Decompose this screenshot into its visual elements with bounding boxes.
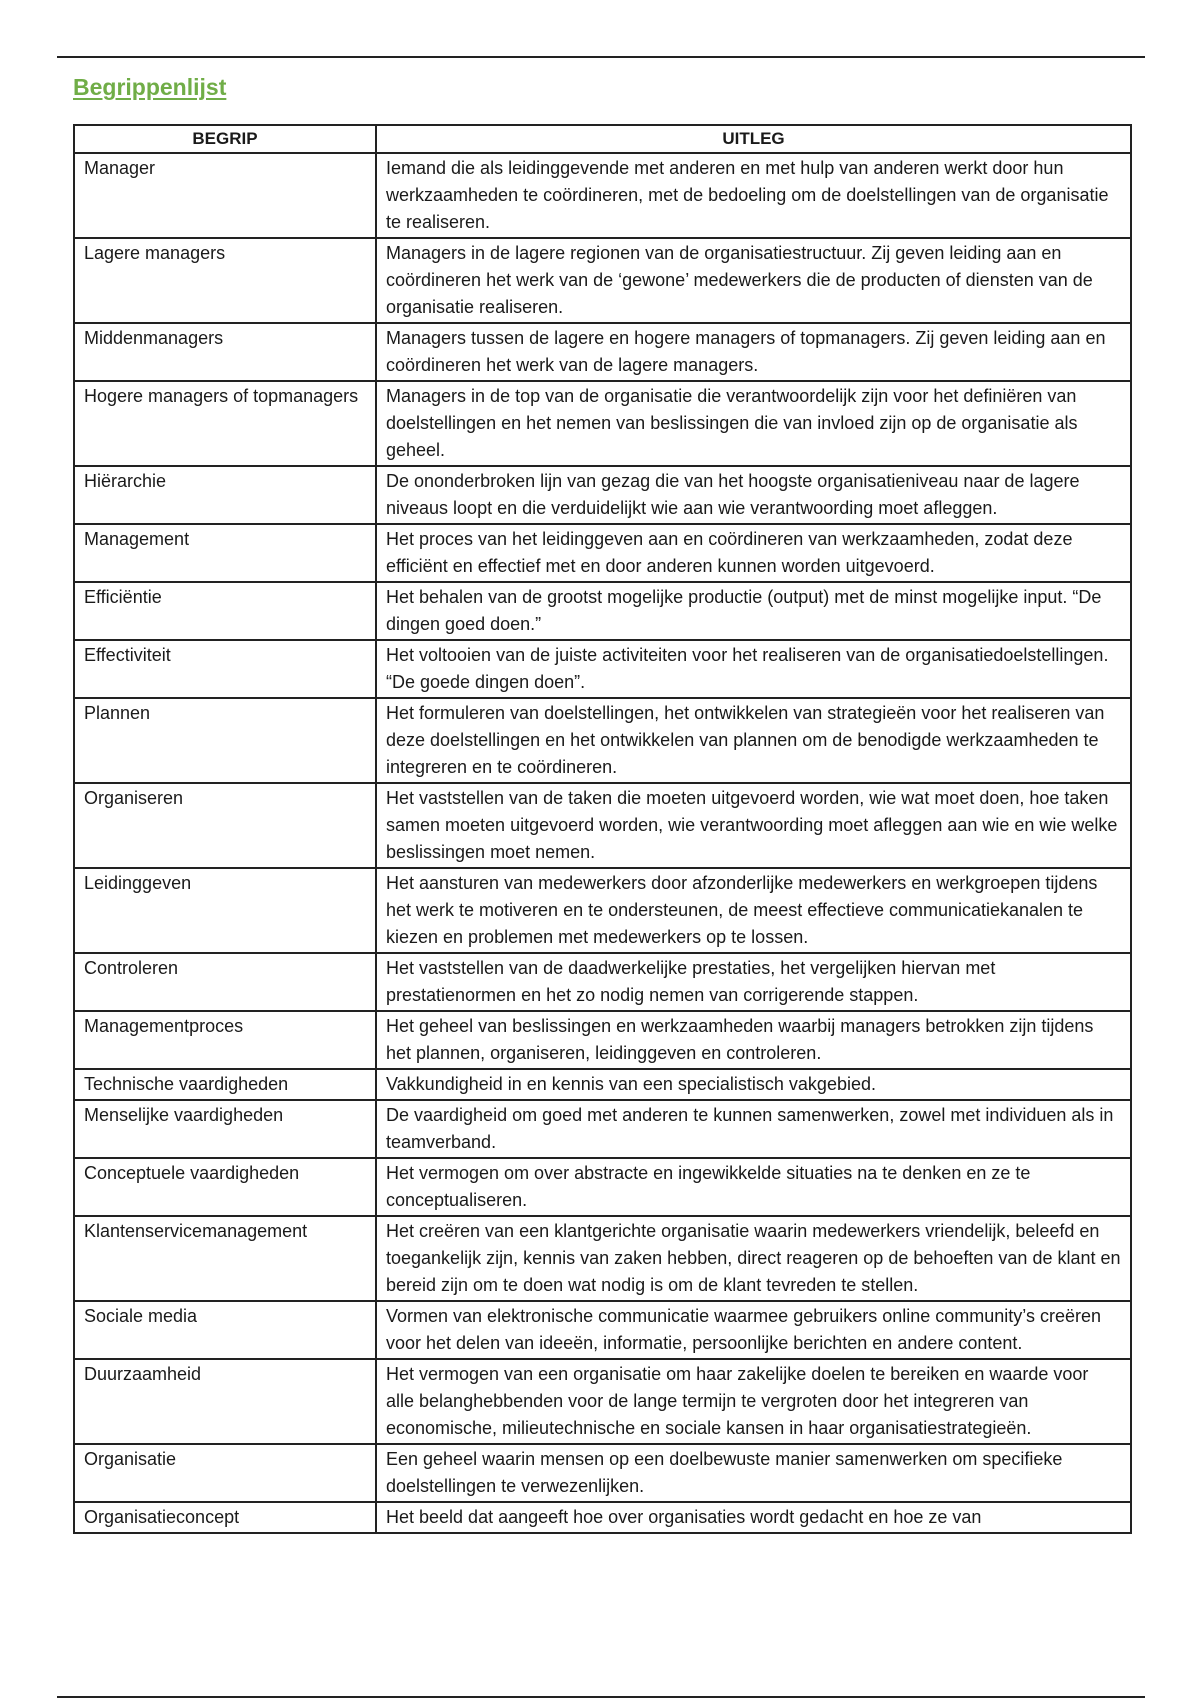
table-row — [74, 323, 1131, 381]
table-row — [74, 1502, 1131, 1533]
header-rule — [57, 56, 1145, 58]
definition-cell: Het vaststellen van de taken die moeten uitgevoerd worden, wie wat moet doen, hoe taken samen moeten uitgevoerd worden, wie verantwoording moet afleggen aan wie en wie welke beslissingen moet nemen. — [376, 783, 1131, 868]
definition-cell: Vakkundigheid in en kennis van een specialistisch vakgebied. — [376, 1069, 1131, 1100]
term-cell: Effectiviteit — [74, 640, 376, 698]
definition-cell: Het behalen van de grootst mogelijke productie (output) met de minst mogelijke input. “De dingen goed doen.” — [376, 582, 1131, 640]
definition-cell: Managers in de top van de organisatie die verantwoordelijk zijn voor het definiëren van doelstellingen en het nemen van beslissingen die van invloed zijn op de organisatie als geheel. — [376, 381, 1131, 466]
definition-cell: Het geheel van beslissingen en werkzaamheden waarbij managers betrokken zijn tijdens het plannen, organiseren, leidinggeven en controleren. — [376, 1011, 1131, 1069]
term-cell: Manager — [74, 153, 376, 238]
term-cell: Conceptuele vaardigheden — [74, 1158, 376, 1216]
definition-cell: Een geheel waarin mensen op een doelbewuste manier samenwerken om specifieke doelstellingen te verwezenlijken. — [376, 1444, 1131, 1502]
term-cell: Hogere managers of topmanagers — [74, 381, 376, 466]
definition-cell: Managers in de lagere regionen van de organisatiestructuur. Zij geven leiding aan en coördineren het werk van de ‘gewone’ medewerkers die de producten of diensten van de organisatie realiseren. — [376, 238, 1131, 323]
table-row — [74, 1359, 1131, 1444]
column-header-definition: UITLEG — [376, 125, 1131, 153]
term-cell: Organisatie — [74, 1444, 376, 1502]
definition-cell: Het vermogen om over abstracte en ingewikkelde situaties na te denken en ze te conceptualiseren. — [376, 1158, 1131, 1216]
header-row — [74, 125, 1131, 153]
table-row — [74, 1216, 1131, 1301]
column-header-term: BEGRIP — [74, 125, 376, 153]
term-cell: Managementproces — [74, 1011, 376, 1069]
term-cell: Duurzaamheid — [74, 1359, 376, 1444]
definition-cell: Vormen van elektronische communicatie waarmee gebruikers online community’s creëren voor het delen van ideeën, informatie, persoonlijke berichten en andere content. — [376, 1301, 1131, 1359]
term-cell: Controleren — [74, 953, 376, 1011]
term-cell: Sociale media — [74, 1301, 376, 1359]
term-cell: Middenmanagers — [74, 323, 376, 381]
definition-cell: Het voltooien van de juiste activiteiten voor het realiseren van de organisatiedoelstellingen. “De goede dingen doen”. — [376, 640, 1131, 698]
definition-cell: Het vermogen van een organisatie om haar zakelijke doelen te bereiken en waarde voor alle belanghebbenden voor de lange termijn te vergroten door het integreren van economische, milieutechnische en sociale kansen in haar organisatiestrategieën. — [376, 1359, 1131, 1444]
term-cell: Menselijke vaardigheden — [74, 1100, 376, 1158]
term-cell: Organiseren — [74, 783, 376, 868]
term-cell: Efficiëntie — [74, 582, 376, 640]
glossary-table — [73, 124, 1132, 1534]
table-row — [74, 582, 1131, 640]
table-row — [74, 640, 1131, 698]
term-cell: Leidinggeven — [74, 868, 376, 953]
table-row — [74, 238, 1131, 323]
term-cell: Klantenservicemanagement — [74, 1216, 376, 1301]
table-row — [74, 381, 1131, 466]
table-row — [74, 953, 1131, 1011]
table-row — [74, 698, 1131, 783]
definition-cell: De ononderbroken lijn van gezag die van het hoogste organisatieniveau naar de lagere niveaus loopt en die verduidelijkt wie aan wie verantwoording moet afleggen. — [376, 466, 1131, 524]
term-cell: Management — [74, 524, 376, 582]
definition-cell: Het proces van het leidinggeven aan en coördineren van werkzaamheden, zodat deze efficiënt en effectief met en door anderen kunnen worden uitgevoerd. — [376, 524, 1131, 582]
definition-cell: Het vaststellen van de daadwerkelijke prestaties, het vergelijken hiervan met prestatienormen en het zo nodig nemen van corrigerende stappen. — [376, 953, 1131, 1011]
term-cell: Organisatieconcept — [74, 1502, 376, 1533]
glossary-table-header — [74, 125, 1131, 153]
table-row — [74, 1444, 1131, 1502]
definition-cell: Het beeld dat aangeeft hoe over organisaties wordt gedacht en hoe ze van — [376, 1502, 1131, 1533]
glossary-table-body — [74, 153, 1131, 1533]
table-row — [74, 1158, 1131, 1216]
definition-cell: Het formuleren van doelstellingen, het ontwikkelen van strategieën voor het realiseren van deze doelstellingen en het ontwikkelen van plannen om de benodigde werkzaamheden te integreren en te coördineren. — [376, 698, 1131, 783]
table-row — [74, 524, 1131, 582]
footer-rule — [57, 1696, 1145, 1698]
term-cell: Hiërarchie — [74, 466, 376, 524]
table-row — [74, 466, 1131, 524]
table-row — [74, 1100, 1131, 1158]
definition-cell: De vaardigheid om goed met anderen te kunnen samenwerken, zowel met individuen als in teamverband. — [376, 1100, 1131, 1158]
definition-cell: Managers tussen de lagere en hogere managers of topmanagers. Zij geven leiding aan en coördineren het werk van de lagere managers. — [376, 323, 1131, 381]
term-cell: Technische vaardigheden — [74, 1069, 376, 1100]
term-cell: Plannen — [74, 698, 376, 783]
table-row — [74, 868, 1131, 953]
definition-cell: Het aansturen van medewerkers door afzonderlijke medewerkers en werkgroepen tijdens het werk te motiveren en te ondersteunen, de meest effectieve communicatiekanalen te kiezen en problemen met medewerkers op te lossen. — [376, 868, 1131, 953]
table-row — [74, 783, 1131, 868]
definition-cell: Iemand die als leidinggevende met anderen en met hulp van anderen werkt door hun werkzaamheden te coördineren, met de bedoeling om de doelstellingen van de organisatie te realiseren. — [376, 153, 1131, 238]
term-cell: Lagere managers — [74, 238, 376, 323]
table-row — [74, 1011, 1131, 1069]
table-row — [74, 153, 1131, 238]
table-row — [74, 1301, 1131, 1359]
page-title: Begrippenlijst — [73, 74, 227, 100]
definition-cell: Het creëren van een klantgerichte organisatie waarin medewerkers vriendelijk, beleefd en toegankelijk zijn, kennis van zaken hebben, direct reageren op de behoeften van de klant en bereid zijn om te doen wat nodig is om de klant tevreden te stellen. — [376, 1216, 1131, 1301]
table-row — [74, 1069, 1131, 1100]
